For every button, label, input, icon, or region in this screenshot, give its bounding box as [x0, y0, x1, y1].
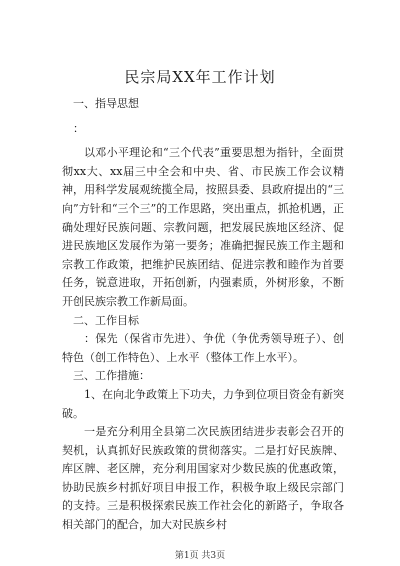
page-number-footer: 第1页 共3页	[174, 551, 226, 561]
section-heading-guiding-thought: 一、指导思想	[73, 97, 139, 110]
paragraph-work-goals: ：保先（保省市先进）、争优（争优秀领导班子）、创特色（创工作特色）、上水平（整体工作上水平）。	[62, 332, 344, 364]
colon-line: ：	[73, 121, 84, 135]
section-heading-work-measures: 三、工作措施：	[73, 369, 150, 383]
document-title: 民宗局XX年工作计划	[124, 68, 276, 86]
paragraph-measure-1: 1、在向北争政策上下功夫，力争到位项目资金有新突破。	[62, 387, 344, 420]
paragraph-measure-details: 一是充分利用全县第二次民族团结进步表彰会召开的契机，认真抓好民族政策的贯彻落实。二是打好民族牌、库区牌、老区牌，充分利用国家对少数民族的优惠政策，协助民族乡村抓好项目申报工作，积极争取上级民宗部门的支持。三是积极探索民族工作社会化的新路子，争取各相关部门的配合，加大对民族乡村	[62, 425, 344, 532]
document-body	[62, 95, 344, 535]
section-heading-work-goals: 二、工作目标	[73, 313, 139, 327]
paragraph-guiding-thought: 以邓小平理论和“三个代表”重要思想为指针，全面贯彻xx大、xx届三中全会和中央、省、市民族工作会议精神，用科学发展观统揽全局，按照县委、县政府提出的“三向”方针和“三个三”的工作思路，突出重点，抓抢机遇，正确处理好民族问题、宗教问题，把发展民族地区经济、促进民族地区发展作为第一要务；准确把握民族工作主题和宗教工作政策，把维护民族团结、促进宗教和睦作为首要任务，锐意进取，开拓创新，内强素质，外树形象，不断开创民族宗教工作新局面。	[62, 146, 344, 308]
